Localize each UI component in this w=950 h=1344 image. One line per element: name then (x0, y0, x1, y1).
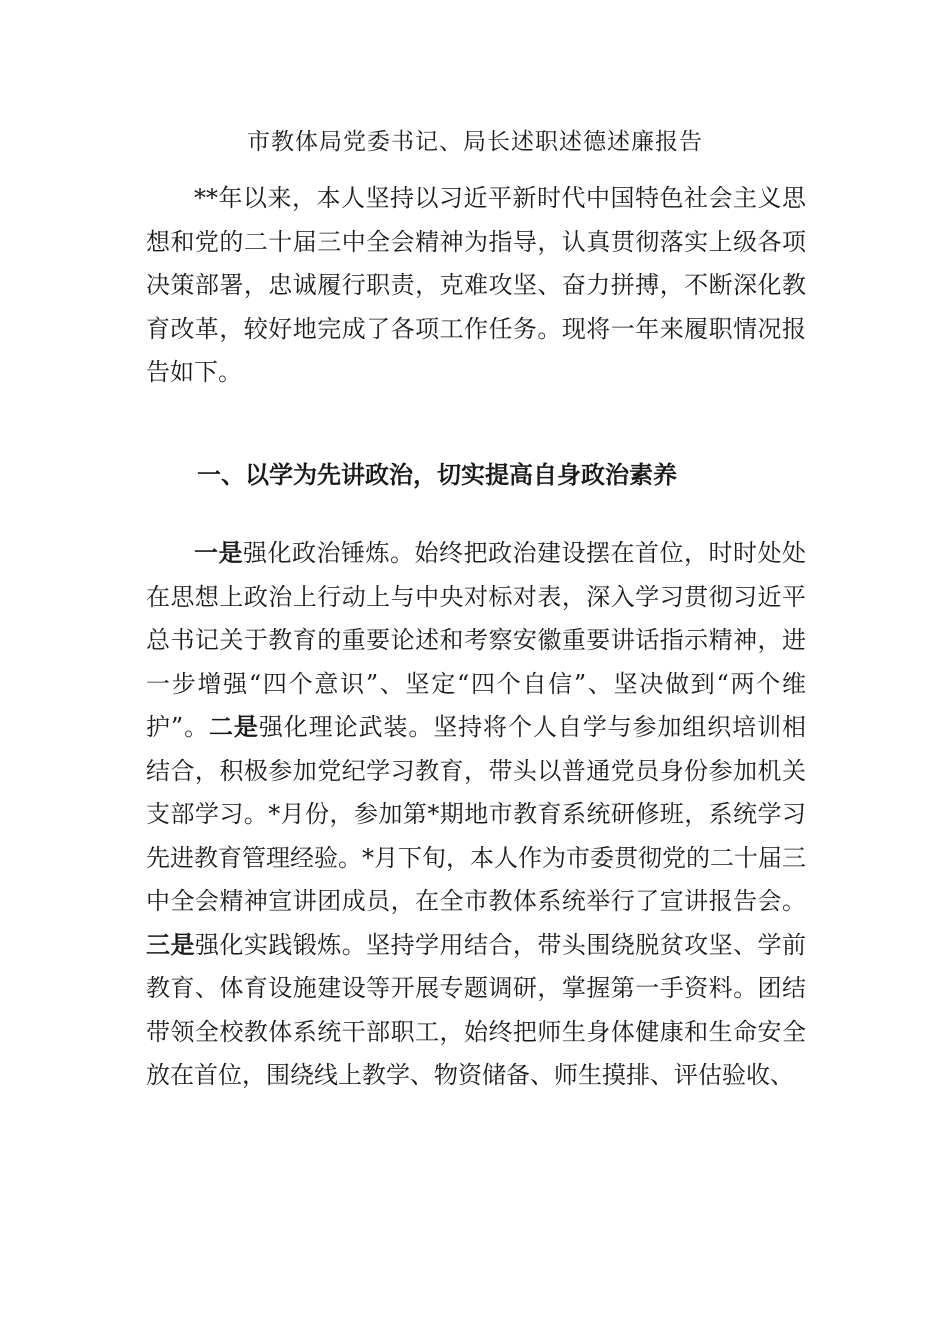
section-text-2: 强化理论武装。坚持将个人自学与参加组织培训相结合，积极参加党纪学习教育，带头以普通党员身份参加机关支部学习。*月份，参加第*期地市教育系统研修班，系统学习先进教育管理经验。*月下旬，本人作为市委贯彻党的二十届三中全会精神宣讲团成员，在全市教体系统举行了宣讲报告会。 (146, 713, 806, 915)
lead-label-2: 二是 (209, 713, 259, 741)
section-text-3: 强化实践锻炼。坚持学用结合，带头围绕脱贫攻坚、学前教育、体育设施建设等开展专题调研，掌握第一手资料。团结带领全校教体系统干部职工，始终把师生身体健康和生命安全放在首位，围绕线上教学、物资储备、师生摸排、评估验收、 (146, 930, 807, 1089)
document-title: 市教体局党委书记、局长述职述德述廉报告 (247, 129, 703, 155)
lead-label-1: 一是 (194, 539, 243, 567)
section-heading: 一、以学为先讲政治，切实提高自身政治素养 (197, 461, 677, 489)
intro-paragraph: **年以来，本人坚持以习近平新时代中国特色社会主义思想和党的二十届三中全会精神为指导，认真贯彻落实上级各项决策部署，忠诚履行职责，克难攻坚、奋力拼搏，不断深化教育改革，较好地完成了各项工作任务。现将一年来履职情况报告如下。 (146, 184, 806, 386)
lead-label-3: 三是 (146, 930, 195, 959)
section-paragraph (146, 532, 806, 1098)
section-text-1: 强化政治锤炼。始终把政治建设摆在首位，时时处处在思想上政治上行动上与中央对标对表，深入学习贯彻习近平总书记关于教育的重要论述和考察安徽重要讲话指示精神，进一步增强“四个意识”、坚定“四个自信”、坚决做到“两个维护”。 (146, 539, 806, 741)
